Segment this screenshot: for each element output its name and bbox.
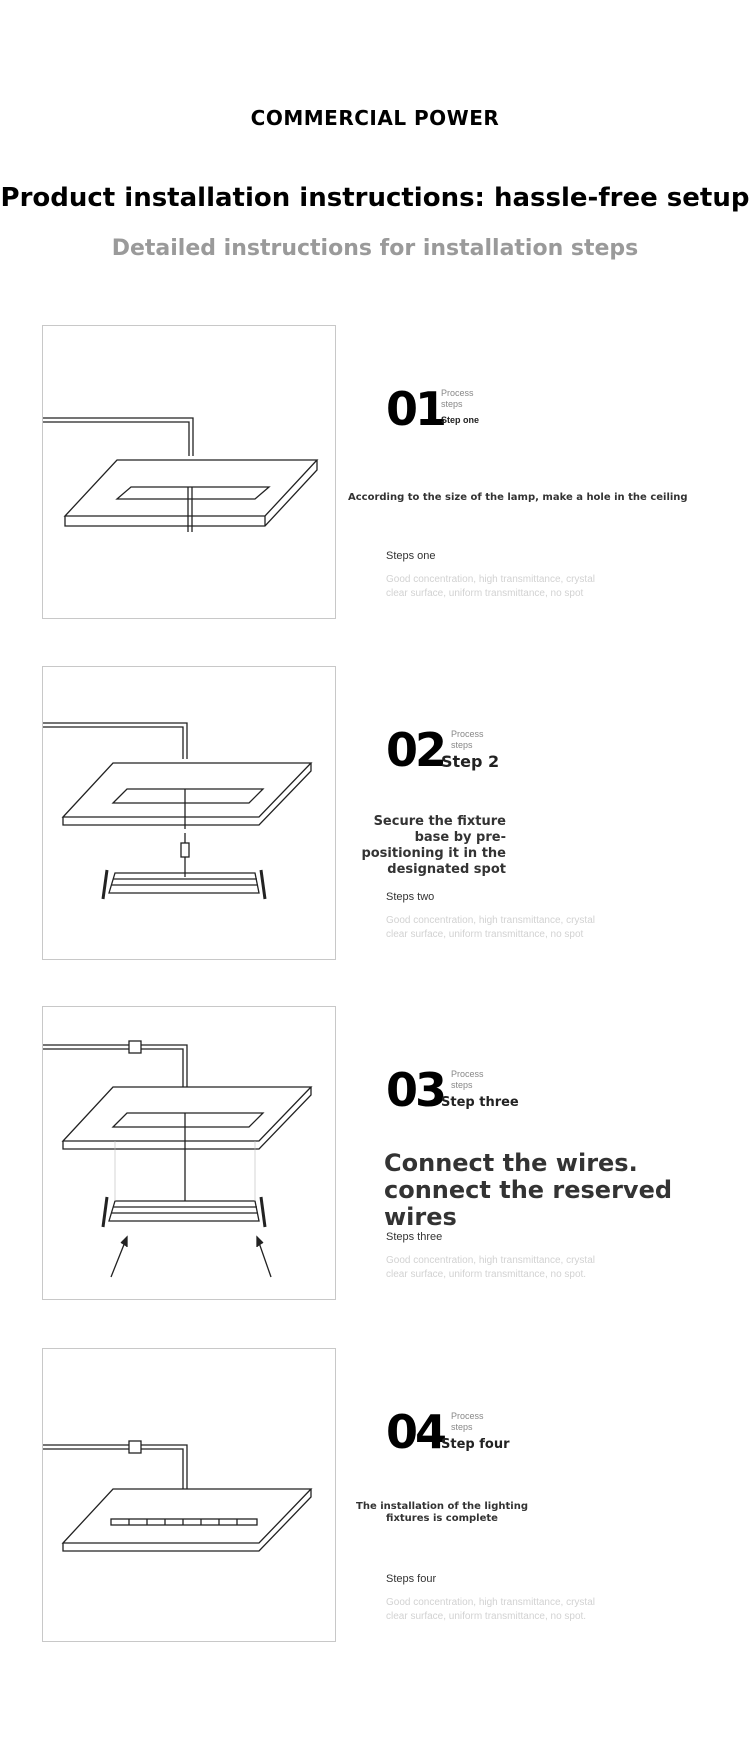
step-2-number: 02	[386, 723, 445, 777]
step-4-illustration	[42, 1348, 336, 1642]
installation-complete-diagram	[43, 1349, 335, 1641]
step-3-description: Connect the wires. connect the reserved wires	[384, 1149, 673, 1231]
page-title: Product installation instructions: hassle-free setup	[0, 183, 750, 213]
step-3-label: Step three	[441, 1095, 519, 1110]
step-4-label: Step four	[441, 1437, 510, 1452]
wire-connection-diagram	[43, 1007, 335, 1299]
brand-title: COMMERCIAL POWER	[250, 106, 500, 130]
step-4-number: 04	[386, 1405, 445, 1459]
step-4-process-label: Process steps	[451, 1411, 484, 1432]
step-4-faint-text: Good concentration, high transmittance, crystal clear surface, uniform transmittance, no spot.	[386, 1597, 595, 1622]
step-2-faint-text: Good concentration, high transmittance, crystal clear surface, uniform transmittance, no spot	[386, 915, 595, 940]
step-1-description: According to the size of the lamp, make a hole in the ceiling	[348, 492, 688, 503]
step-1-label: Step one	[441, 415, 480, 425]
step-1-illustration	[42, 325, 336, 619]
page-subtitle: Detailed instructions for installation steps	[111, 236, 639, 261]
step-3-small-label: Steps three	[386, 1231, 443, 1243]
step-3-illustration	[42, 1006, 336, 1300]
step-1-faint-text: Good concentration, high transmittance, crystal clear surface, uniform transmittance, no spot	[386, 574, 595, 599]
step-3-process-label: Process steps	[451, 1069, 484, 1090]
step-2-label: Step 2	[441, 752, 500, 771]
step-1-number: 01	[386, 382, 445, 436]
fixture-base-diagram	[43, 667, 335, 959]
step-1-small-label: Steps one	[386, 550, 436, 562]
step-3-faint-text: Good concentration, high transmittance, crystal clear surface, uniform transmittance, no spot.	[386, 1255, 595, 1280]
step-2-process-label: Process steps	[451, 729, 484, 750]
step-2-small-label: Steps two	[386, 891, 435, 903]
step-4-description: The installation of the lighting fixtures is complete	[356, 1501, 528, 1524]
ceiling-hole-diagram	[43, 326, 335, 618]
step-4-small-label: Steps four	[386, 1573, 437, 1585]
step-2-illustration	[42, 666, 336, 960]
step-3-number: 03	[386, 1063, 445, 1117]
step-2-description: Secure the fixture base by pre-positioning it in the designated spot	[361, 814, 506, 877]
step-1-process-label: Process steps	[441, 388, 474, 409]
